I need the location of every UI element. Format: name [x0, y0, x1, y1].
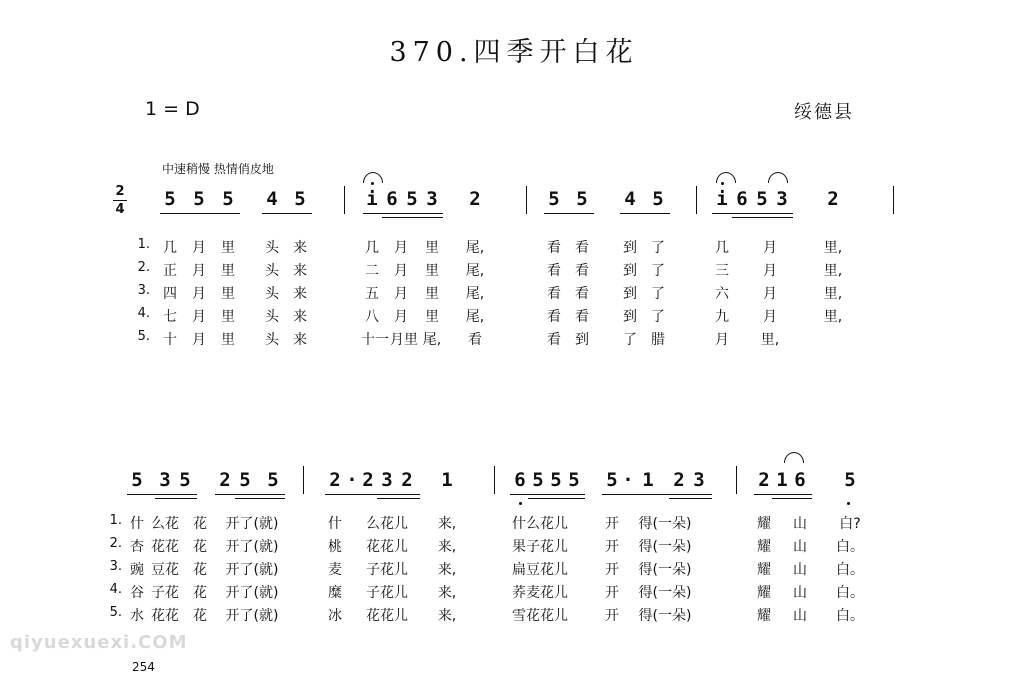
- lyric-word: 开了(就): [225, 585, 279, 601]
- note: 5: [193, 188, 205, 210]
- note: i: [716, 188, 728, 210]
- note: 5: [239, 469, 251, 491]
- lyric-word: 里,: [823, 286, 843, 302]
- note: 3: [159, 469, 171, 491]
- note: 5: [532, 469, 544, 491]
- lyric-word: 五: [365, 286, 379, 302]
- note: 3: [426, 188, 438, 210]
- slur-mark: [768, 172, 788, 183]
- note: 6: [514, 469, 526, 491]
- time-signature: [113, 184, 127, 217]
- lyric-word: 耀: [757, 516, 771, 532]
- lyric-word: 来,: [437, 608, 457, 624]
- beam: [510, 494, 585, 495]
- lyric-word: 九: [715, 309, 729, 325]
- lyric-word: 花花儿: [366, 539, 408, 555]
- lyric-word: 月: [715, 332, 729, 348]
- lyric-word: 白?: [839, 516, 861, 532]
- lyric-word: 了: [651, 263, 665, 279]
- lyric-word: 来,: [437, 585, 457, 601]
- lyric-word: 里,: [823, 263, 843, 279]
- beam: [155, 498, 197, 499]
- beam: [262, 213, 312, 214]
- lyric-word: 尾,: [465, 240, 485, 256]
- lyric-word: 看: [575, 240, 589, 256]
- lyric-word: 几: [163, 240, 177, 256]
- beam: [544, 213, 594, 214]
- note: 6: [386, 188, 398, 210]
- lyric-word: 里: [221, 332, 235, 348]
- note: 1: [642, 469, 654, 491]
- lyric-word: 山: [793, 562, 807, 578]
- lyric-word: 花花: [151, 608, 179, 624]
- lyric-word: 子花儿: [366, 562, 408, 578]
- time-signature-bottom: 4: [115, 202, 125, 217]
- lyric-word: 正: [163, 263, 177, 279]
- lyric-word: 白。: [836, 608, 864, 624]
- lyric-word: 开了(就): [225, 608, 279, 624]
- lyric-word: 来,: [437, 562, 457, 578]
- lyric-word: 果子花儿: [512, 539, 568, 555]
- lyric-word: 尾,: [422, 332, 442, 348]
- verse-number: 1.: [137, 237, 150, 252]
- lyric-word: 六: [715, 286, 729, 302]
- lyric-word: 开: [605, 608, 619, 624]
- lyric-word: 耀: [757, 562, 771, 578]
- lyric-word: 里: [221, 263, 235, 279]
- beam: [754, 494, 812, 495]
- lyric-word: 谷: [130, 585, 144, 601]
- verse-number: 2.: [109, 536, 122, 551]
- lyric-word: 荞麦花儿: [512, 585, 568, 601]
- note: 5: [164, 188, 176, 210]
- lyric-word: 扁豆花儿: [512, 562, 568, 578]
- verse-number: 5.: [137, 329, 150, 344]
- beam: [382, 217, 443, 218]
- lyric-word: 几: [715, 240, 729, 256]
- lyric-word: 开: [605, 585, 619, 601]
- note: 1: [441, 469, 453, 491]
- note: 5: [222, 188, 234, 210]
- lyric-word: 雪花花儿: [512, 608, 568, 624]
- lyric-word: 里: [221, 309, 235, 325]
- lyric-word: 七: [163, 309, 177, 325]
- verse-number: 3.: [109, 559, 122, 574]
- lyric-word: 来: [293, 309, 307, 325]
- lyric-word: 里,: [760, 332, 780, 348]
- beam: [377, 498, 420, 499]
- lyric-word: 腊: [651, 332, 665, 348]
- note: 2: [827, 188, 839, 210]
- lyric-word: 白。: [836, 585, 864, 601]
- beam: [620, 213, 670, 214]
- note: 5: [294, 188, 306, 210]
- beam: [669, 498, 712, 499]
- lyric-word: 四: [163, 286, 177, 302]
- note: 2: [401, 469, 413, 491]
- lyric-word: 糜: [328, 585, 342, 601]
- lyric-word: 开了(就): [225, 516, 279, 532]
- lyric-word: 么花: [151, 516, 179, 532]
- lyric-word: 月: [394, 286, 408, 302]
- note: 5: [756, 188, 768, 210]
- lyric-word: 头: [265, 240, 279, 256]
- note: 3: [693, 469, 705, 491]
- lyric-word: 头: [265, 263, 279, 279]
- verse-number: 4.: [109, 582, 122, 597]
- lyric-word: 看: [575, 286, 589, 302]
- tempo-marking: 中速稍慢 热情俏皮地: [162, 162, 274, 176]
- lyric-word: 月: [763, 309, 777, 325]
- note: 5: [576, 188, 588, 210]
- lyric-word: 什么花儿: [512, 516, 568, 532]
- barline: [736, 466, 737, 494]
- beam: [732, 217, 793, 218]
- lyric-word: 月: [192, 263, 206, 279]
- lyric-word: 花: [193, 608, 207, 624]
- beam: [215, 494, 285, 495]
- lyric-word: 头: [265, 286, 279, 302]
- note: 5: [179, 469, 191, 491]
- beam: [772, 498, 812, 499]
- lyric-word: 来,: [437, 539, 457, 555]
- slur-mark: [716, 172, 736, 183]
- lyric-word: 杏: [130, 539, 144, 555]
- beam: [160, 213, 240, 214]
- slur-mark: [363, 172, 383, 183]
- lyric-word: 里: [425, 309, 439, 325]
- note: 2: [758, 469, 770, 491]
- lyric-word: 月: [763, 286, 777, 302]
- barline: [344, 186, 345, 214]
- lyric-word: 十一: [361, 332, 389, 348]
- lyric-word: 花花: [151, 539, 179, 555]
- verse-number: 2.: [137, 260, 150, 275]
- note: 5: [652, 188, 664, 210]
- note: 5: [406, 188, 418, 210]
- note: 6: [736, 188, 748, 210]
- note: 5: [131, 469, 143, 491]
- lyric-word: 到: [623, 286, 637, 302]
- lyric-word: 得(一朵): [638, 516, 692, 532]
- note: ·: [346, 469, 358, 491]
- lyric-word: 里: [425, 263, 439, 279]
- lyric-word: 麦: [328, 562, 342, 578]
- verse-number: 1.: [109, 513, 122, 528]
- lyric-word: 山: [793, 585, 807, 601]
- note: 5: [568, 469, 580, 491]
- lyric-word: 看: [547, 309, 561, 325]
- lyric-word: 看: [547, 263, 561, 279]
- barline: [494, 466, 495, 494]
- lyric-word: 了: [623, 332, 637, 348]
- lyric-word: 得(一朵): [638, 539, 692, 555]
- lyric-word: 月: [192, 286, 206, 302]
- lyric-word: 二: [365, 263, 379, 279]
- beam: [528, 498, 585, 499]
- lyric-word: 了: [651, 286, 665, 302]
- lyric-word: 山: [793, 539, 807, 555]
- note: 6: [794, 469, 806, 491]
- lyric-word: 了: [651, 309, 665, 325]
- note: 2: [329, 469, 341, 491]
- lyric-word: 里,: [823, 309, 843, 325]
- lyric-word: 来: [293, 332, 307, 348]
- lyric-word: 来: [293, 263, 307, 279]
- note: 4: [624, 188, 636, 210]
- note: 4: [266, 188, 278, 210]
- lyric-word: 花: [193, 516, 207, 532]
- beam: [325, 494, 420, 495]
- lyric-word: 冰: [328, 608, 342, 624]
- lyric-word: 开: [605, 562, 619, 578]
- lyric-word: 耀: [757, 585, 771, 601]
- note: 2: [219, 469, 231, 491]
- note: 5: [550, 469, 562, 491]
- page-title: 370.四季开白花: [389, 37, 639, 68]
- beam: [363, 213, 443, 214]
- note: 3: [381, 469, 393, 491]
- note: 5: [267, 469, 279, 491]
- lyric-word: 月: [394, 309, 408, 325]
- lyric-word: 头: [265, 332, 279, 348]
- note: 1: [776, 469, 788, 491]
- lyric-word: 得(一朵): [638, 562, 692, 578]
- lyric-word: 看: [547, 240, 561, 256]
- lyric-word: 得(一朵): [638, 608, 692, 624]
- note: 3: [776, 188, 788, 210]
- lyric-word: 了: [651, 240, 665, 256]
- lyric-word: 尾,: [465, 286, 485, 302]
- lyric-word: 月: [394, 240, 408, 256]
- lyric-word: 里: [425, 286, 439, 302]
- region-label: 绥德县: [794, 102, 854, 123]
- lyric-word: 月: [763, 263, 777, 279]
- verse-number: 3.: [137, 283, 150, 298]
- lyric-word: 来: [293, 240, 307, 256]
- lyric-word: 里: [221, 286, 235, 302]
- lyric-word: 八: [365, 309, 379, 325]
- lyric-word: 山: [793, 516, 807, 532]
- lyric-word: 山: [793, 608, 807, 624]
- lyric-word: 开了(就): [225, 562, 279, 578]
- note: 5: [606, 469, 618, 491]
- lyric-word: 月: [192, 332, 206, 348]
- lyric-word: 花花儿: [366, 608, 408, 624]
- lyric-word: 几: [365, 240, 379, 256]
- barline: [526, 186, 527, 214]
- lyric-word: 来,: [437, 516, 457, 532]
- lyric-word: 看: [547, 332, 561, 348]
- lyric-word: 子花儿: [366, 585, 408, 601]
- beam: [235, 498, 285, 499]
- lyric-word: 月: [192, 309, 206, 325]
- lyric-word: 花: [193, 585, 207, 601]
- lyric-word: 三: [715, 263, 729, 279]
- lyric-word: 到: [623, 240, 637, 256]
- lyric-word: 到: [575, 332, 589, 348]
- lyric-word: 看: [575, 309, 589, 325]
- lyric-word: 开: [605, 516, 619, 532]
- low-octave-dot: [519, 502, 522, 505]
- lyric-word: 花: [193, 539, 207, 555]
- lyric-word: 看: [547, 286, 561, 302]
- verse-number: 5.: [109, 605, 122, 620]
- lyric-word: 么花儿: [366, 516, 408, 532]
- lyric-word: 月: [763, 240, 777, 256]
- lyric-word: 白。: [836, 562, 864, 578]
- key-signature: 1 = D: [145, 98, 200, 120]
- lyric-word: 到: [623, 309, 637, 325]
- slur-mark: [784, 452, 804, 463]
- page-number: 254: [132, 660, 155, 674]
- low-octave-dot: [847, 502, 850, 505]
- lyric-word: 里: [425, 240, 439, 256]
- note: 2: [673, 469, 685, 491]
- lyric-word: 十: [163, 332, 177, 348]
- verse-number: 4.: [137, 306, 150, 321]
- lyric-word: 月里: [390, 332, 418, 348]
- lyric-word: 耀: [757, 608, 771, 624]
- lyric-word: 什: [130, 516, 144, 532]
- lyric-word: 月: [394, 263, 408, 279]
- note: 2: [362, 469, 374, 491]
- time-signature-top: 2: [115, 184, 125, 199]
- barline: [893, 186, 894, 214]
- lyric-word: 什: [328, 516, 342, 532]
- lyric-word: 得(一朵): [638, 585, 692, 601]
- barline: [696, 186, 697, 214]
- lyric-word: 耀: [757, 539, 771, 555]
- lyric-word: 白。: [836, 539, 864, 555]
- beam: [127, 494, 197, 495]
- lyric-word: 桃: [328, 539, 342, 555]
- lyric-word: 豆花: [151, 562, 179, 578]
- watermark: qiyuexuexi.COM: [10, 632, 188, 653]
- lyric-word: 开: [605, 539, 619, 555]
- lyric-word: 尾,: [465, 263, 485, 279]
- note: 2: [469, 188, 481, 210]
- beam: [712, 213, 793, 214]
- lyric-word: 豌: [130, 562, 144, 578]
- lyric-word: 里,: [823, 240, 843, 256]
- lyric-word: 月: [192, 240, 206, 256]
- lyric-word: 子花: [151, 585, 179, 601]
- lyric-word: 头: [265, 309, 279, 325]
- lyric-word: 里: [221, 240, 235, 256]
- beam: [602, 494, 712, 495]
- lyric-word: 尾,: [465, 309, 485, 325]
- lyric-word: 花: [193, 562, 207, 578]
- lyric-word: 看: [575, 263, 589, 279]
- lyric-word: 开了(就): [225, 539, 279, 555]
- note: 5: [548, 188, 560, 210]
- note: i: [366, 188, 378, 210]
- lyric-word: 来: [293, 286, 307, 302]
- lyric-word: 看: [468, 332, 482, 348]
- lyric-word: 到: [623, 263, 637, 279]
- note: 5: [844, 469, 856, 491]
- note: ·: [622, 469, 634, 491]
- lyric-word: 水: [130, 608, 144, 624]
- barline: [303, 466, 304, 494]
